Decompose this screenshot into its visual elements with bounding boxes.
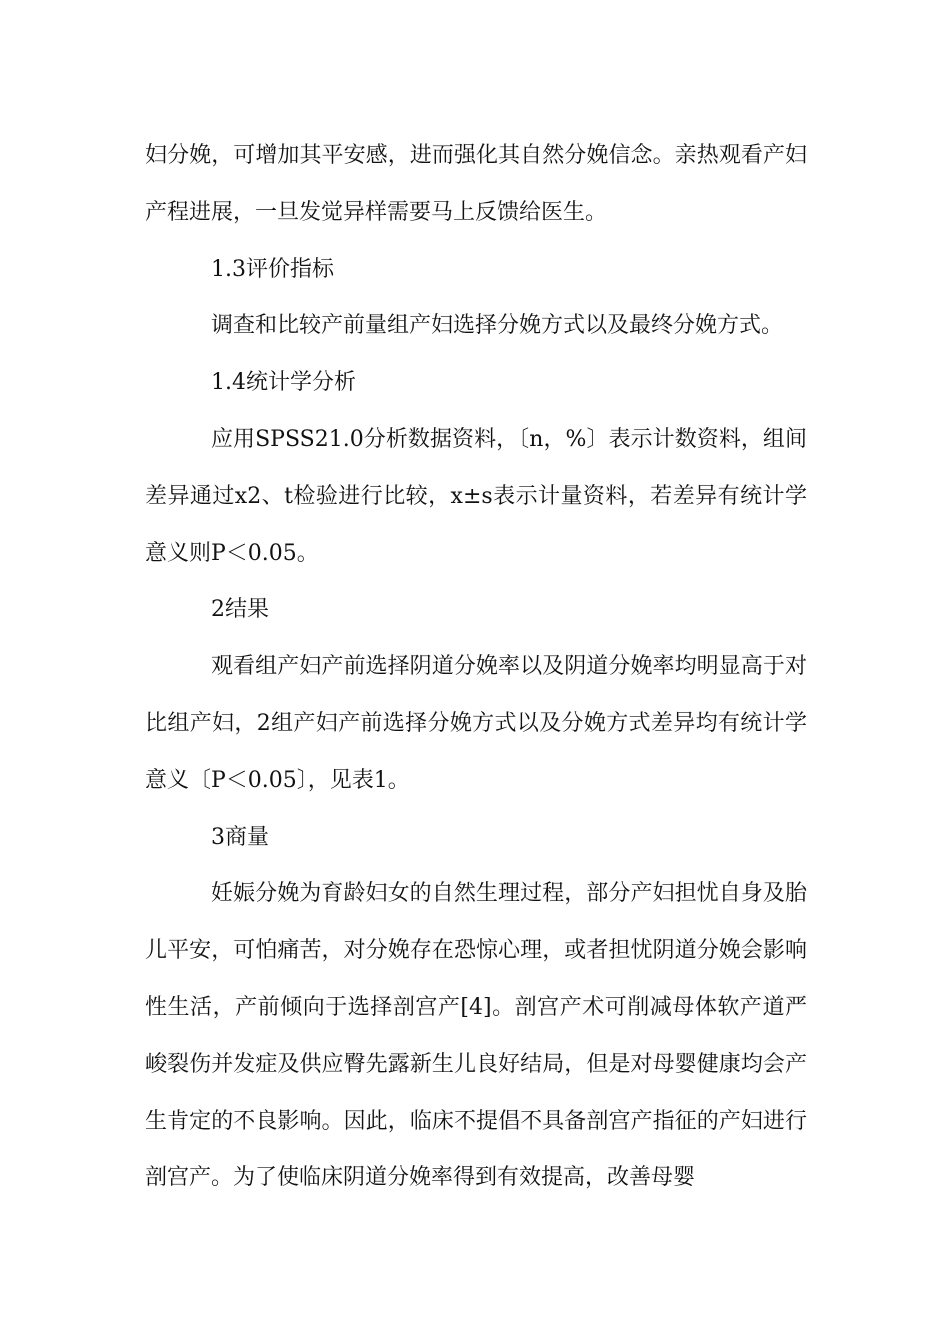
paragraph-statistics: 应用SPSS21.0分析数据资料，〔n，%〕表示计数资料，组间差异通过x2、t检验进行比较，x±s表示计量资料，若差异有统计学意义则P＜0.05。 [145, 426, 807, 566]
document-body [145, 128, 807, 1207]
paragraph-discussion: 妊娠分娩为育龄妇女的自然生理过程，部分产妇担忧自身及胎儿平安，可怕痛苦，对分娩存在恐惊心理，或者担忧阴道分娩会影响性生活，产前倾向于选择剖宫产[4]。剖宫产术可削减母体软产道严峻裂伤并发症及供应臀先露新生儿良好结局，但是对母婴健康均会产生肯定的不良影响。因此，临床不提倡不具备剖宫产指征的产妇进行剖宫产。为了使临床阴道分娩率得到有效提高，改善母婴 [145, 881, 807, 1191]
paragraph-evaluation: 调查和比较产前量组产妇选择分娩方式以及最终分娩方式。 [211, 313, 784, 339]
section-heading-1-3: 1.3评价指标 [211, 256, 334, 282]
section-heading-2: 2结果 [211, 597, 269, 623]
paragraph-results: 观看组产妇产前选择阴道分娩率以及阴道分娩率均明显高于对比组产妇，2组产妇产前选择分娩方式以及分娩方式差异均有统计学意义〔P＜0.05〕，见表1。 [145, 654, 807, 793]
paragraph-continuation: 妇分娩，可增加其平安感，进而强化其自然分娩信念。亲热观看产妇产程进展，一旦发觉异样需要马上反馈给医生。 [145, 143, 807, 225]
section-heading-1-4: 1.4统计学分析 [211, 370, 356, 396]
section-heading-3: 3商量 [211, 824, 269, 850]
